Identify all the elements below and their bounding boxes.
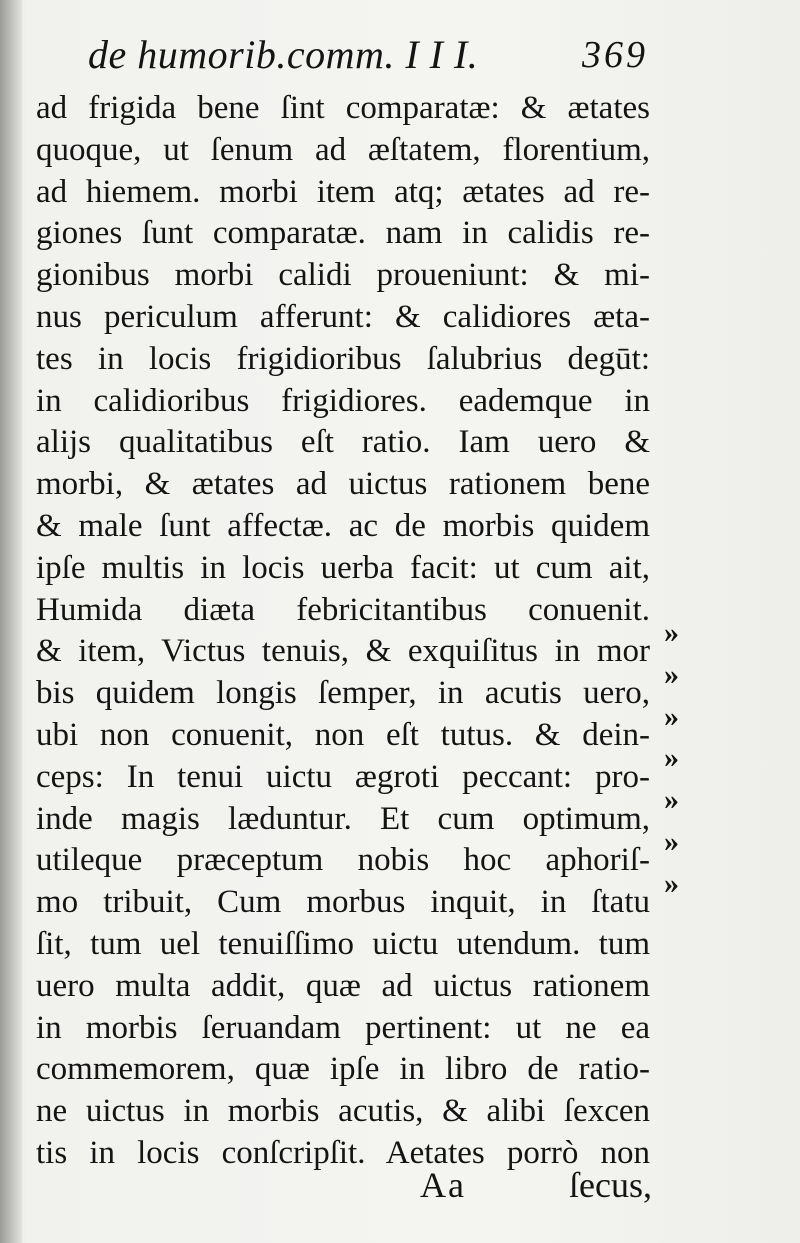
margin-quote-marks bbox=[664, 612, 704, 905]
text-line: nus periculum afferunt: & calidiores æta- bbox=[36, 298, 650, 335]
text-line: ubi non conuenit, non eſt tutus. & dein- bbox=[36, 716, 650, 753]
quote-mark: » bbox=[664, 699, 679, 733]
text-line: mo tribuit, Cum morbus inquit, in ſtatu bbox=[36, 884, 650, 921]
gutter-shadow bbox=[0, 0, 22, 1243]
text-line: in morbis ſeruandam pertinent: ut ne ea bbox=[36, 1009, 650, 1046]
text-line: inde magis læduntur. Et cum optimum, bbox=[36, 800, 650, 837]
text-line: in calidioribus frigidiores. eademque in bbox=[36, 382, 650, 419]
text-line: giones ſunt comparatæ. nam in calidis re- bbox=[36, 215, 650, 252]
text-line: ſit, tum uel tenuiſſimo uictu utendum. tum bbox=[36, 925, 650, 962]
text-line: commemorem, quæ ipſe in libro de ratio- bbox=[36, 1051, 650, 1088]
text-line: & male ſunt affectæ. ac de morbis quidem bbox=[36, 507, 650, 544]
text-line: gionibus morbi calidi proueniunt: & mi- bbox=[36, 257, 650, 294]
page-number: 369 bbox=[582, 34, 648, 76]
text-line: ad hiemem. morbi item atq; ætates ad re- bbox=[36, 173, 650, 210]
quote-mark: » bbox=[664, 866, 679, 900]
text-line: tis in locis conſcripſit. Aetates porrò non bbox=[36, 1134, 650, 1171]
text-line: tes in locis frigidioribus ſalubrius degūt: bbox=[36, 340, 650, 377]
quote-mark: » bbox=[664, 616, 679, 649]
page-header bbox=[88, 32, 648, 78]
text-line: ne uictus in morbis acutis, & alibi ſexcen bbox=[36, 1093, 650, 1130]
signature-mark: Aa bbox=[420, 1165, 466, 1205]
catchword: ſecus, bbox=[569, 1165, 652, 1205]
text-line: Humida diæta febricitantibus conuenit. bbox=[36, 591, 650, 628]
text-line: ceps: In tenui uictu ægroti peccant: pro- bbox=[36, 758, 650, 795]
running-title: de humorib.comm. I I I. bbox=[88, 32, 479, 77]
page-footer bbox=[420, 1160, 652, 1210]
text-line: alijs qualitatibus eſt ratio. Iam uero & bbox=[36, 424, 650, 461]
quote-mark: » bbox=[664, 783, 679, 817]
text-line: morbi, & ætates ad uictus rationem bene bbox=[36, 466, 650, 503]
quote-mark: » bbox=[664, 824, 679, 858]
text-line: & item, Victus tenuis, & exquiſitus in mor bbox=[36, 633, 650, 670]
quote-mark: » bbox=[664, 657, 679, 691]
quote-mark: » bbox=[664, 741, 679, 775]
text-line: ad frigida bene ſint comparatæ: & ætates bbox=[36, 90, 650, 126]
text-line: uero multa addit, quæ ad uictus rationem bbox=[36, 967, 650, 1004]
text-line: ipſe multis in locis uerba facit: ut cum ait, bbox=[36, 549, 650, 586]
text-line: quoque, ut ſenum ad æſtatem, florentium, bbox=[36, 131, 650, 168]
text-line: utileque præceptum nobis hoc aphoriſ- bbox=[36, 842, 650, 879]
body-text bbox=[36, 88, 650, 1175]
text-line: bis quidem longis ſemper, in acutis uero, bbox=[36, 675, 650, 712]
